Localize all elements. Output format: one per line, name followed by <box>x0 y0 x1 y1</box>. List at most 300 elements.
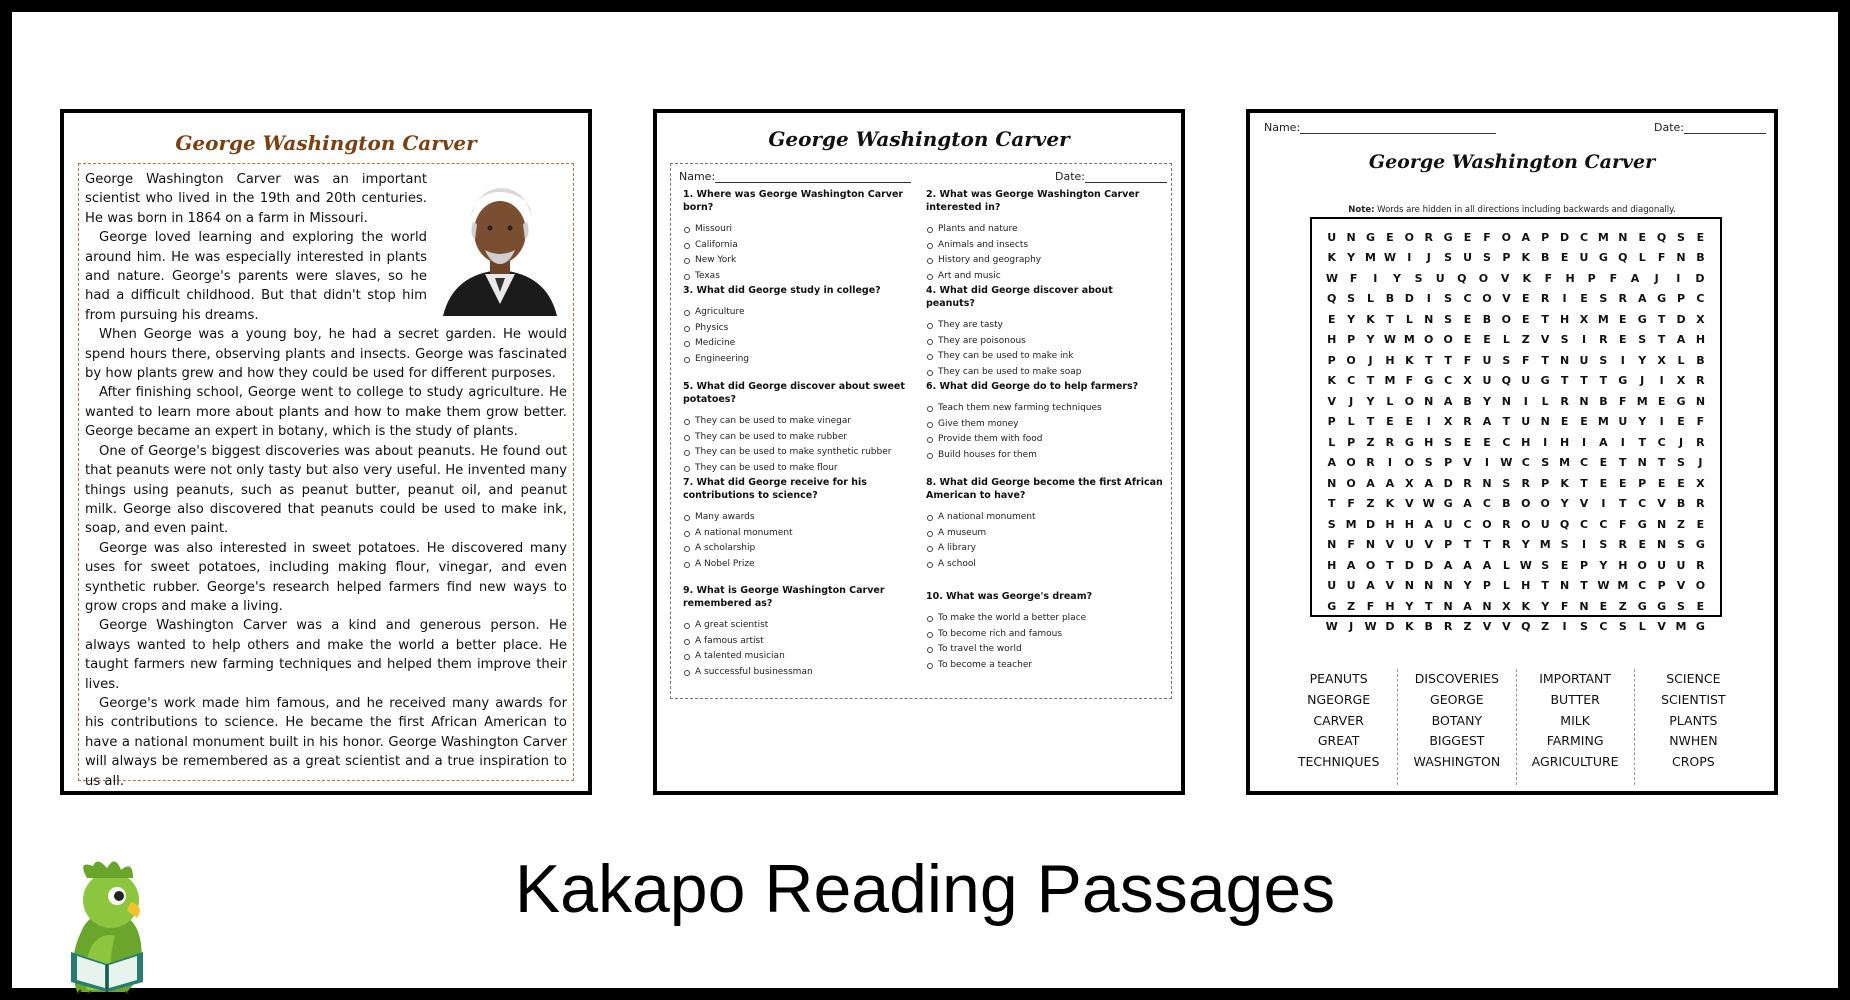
grid-letter[interactable]: N <box>1501 394 1511 408</box>
grid-letter[interactable]: T <box>1463 538 1472 552</box>
grid-letter[interactable]: P <box>1347 435 1356 449</box>
grid-letter[interactable]: A <box>1463 558 1472 572</box>
grid-letter[interactable]: K <box>1405 620 1414 634</box>
grid-letter[interactable]: G <box>1540 374 1550 388</box>
grid-letter[interactable]: U <box>1579 251 1589 265</box>
grid-letter[interactable]: C <box>1696 292 1705 306</box>
grid-letter[interactable]: P <box>1676 292 1686 306</box>
grid-letter[interactable]: O <box>1404 456 1414 470</box>
grid-letter[interactable]: U <box>1327 230 1337 244</box>
grid-letter[interactable]: U <box>1327 579 1337 593</box>
grid-letter[interactable]: R <box>1502 517 1511 531</box>
grid-letter[interactable]: A <box>1630 271 1640 285</box>
grid-letter[interactable]: V <box>1540 333 1550 347</box>
grid-letter[interactable]: J <box>1640 374 1645 388</box>
answer-option[interactable]: Build houses for them <box>926 448 1164 464</box>
grid-letter[interactable]: T <box>1580 476 1588 490</box>
grid-letter[interactable]: R <box>1463 415 1472 429</box>
grid-letter[interactable]: Z <box>1541 620 1550 634</box>
grid-letter[interactable]: H <box>1618 558 1628 572</box>
grid-letter[interactable]: N <box>1365 538 1376 552</box>
grid-letter[interactable]: N <box>1540 415 1550 429</box>
grid-letter[interactable]: M <box>1597 415 1609 429</box>
grid-letter[interactable]: T <box>1541 312 1549 326</box>
grid-letter[interactable]: T <box>1327 497 1336 511</box>
answer-option[interactable]: They can be used to make vinegar <box>683 414 921 430</box>
grid-letter[interactable]: J <box>1368 353 1373 367</box>
grid-letter[interactable]: M <box>1636 394 1648 408</box>
grid-letter[interactable]: P <box>1587 271 1596 285</box>
grid-letter[interactable]: N <box>1657 538 1667 552</box>
grid-letter[interactable]: J <box>1426 251 1431 265</box>
grid-letter[interactable]: R <box>1696 497 1705 511</box>
grid-letter[interactable]: F <box>1405 374 1414 388</box>
grid-letter[interactable]: V <box>1502 620 1511 634</box>
grid-letter[interactable]: H <box>1404 517 1414 531</box>
grid-letter[interactable]: W <box>1325 271 1339 285</box>
grid-letter[interactable]: N <box>1559 353 1570 367</box>
grid-letter[interactable]: X <box>1657 353 1666 367</box>
answer-option[interactable]: They are poisonous <box>926 334 1164 350</box>
grid-letter[interactable]: F <box>1349 271 1358 285</box>
grid-letter[interactable]: T <box>1560 374 1569 388</box>
answer-option[interactable]: A Nobel Prize <box>683 557 921 573</box>
grid-letter[interactable]: P <box>1638 476 1647 490</box>
grid-letter[interactable]: F <box>1347 497 1355 511</box>
grid-letter[interactable]: O <box>1521 497 1531 511</box>
grid-letter[interactable]: W <box>1500 456 1513 470</box>
grid-letter[interactable]: K <box>1522 271 1532 285</box>
grid-letter[interactable]: T <box>1541 353 1549 367</box>
grid-letter[interactable]: F <box>1609 271 1618 285</box>
grid-letter[interactable]: H <box>1521 579 1531 593</box>
grid-letter[interactable]: V <box>1657 497 1666 511</box>
grid-letter[interactable]: P <box>1327 415 1336 429</box>
grid-letter[interactable]: B <box>1482 312 1492 326</box>
answer-option[interactable]: Medicine <box>683 336 921 352</box>
grid-letter[interactable]: E <box>1386 230 1394 244</box>
answer-option[interactable]: A national monument <box>926 510 1164 526</box>
grid-letter[interactable]: T <box>1580 374 1588 388</box>
grid-letter[interactable]: A <box>1443 558 1453 572</box>
grid-letter[interactable]: P <box>1541 230 1550 244</box>
grid-letter[interactable]: I <box>1523 394 1528 408</box>
grid-letter[interactable]: D <box>1695 271 1705 285</box>
answer-option[interactable]: Teach them new farming techniques <box>926 401 1164 417</box>
grid-letter[interactable]: D <box>1560 230 1570 244</box>
grid-letter[interactable]: S <box>1599 292 1608 306</box>
grid-letter[interactable]: E <box>1580 292 1588 306</box>
grid-letter[interactable]: E <box>1696 517 1705 531</box>
grid-letter[interactable]: G <box>1327 599 1337 613</box>
grid-letter[interactable]: P <box>1541 476 1550 490</box>
grid-letter[interactable]: S <box>1482 251 1491 265</box>
grid-letter[interactable]: T <box>1657 456 1666 470</box>
grid-letter[interactable]: N <box>1404 579 1414 593</box>
grid-letter[interactable]: T <box>1580 579 1588 593</box>
grid-letter[interactable]: O <box>1443 333 1453 347</box>
grid-letter[interactable]: E <box>1463 312 1472 326</box>
grid-letter[interactable]: U <box>1657 558 1667 572</box>
grid-letter[interactable]: S <box>1580 620 1588 634</box>
grid-letter[interactable]: M <box>1365 251 1376 265</box>
answer-option[interactable]: To become rich and famous <box>926 627 1164 643</box>
grid-letter[interactable]: O <box>1404 230 1414 244</box>
grid-letter[interactable]: C <box>1482 497 1491 511</box>
grid-letter[interactable]: Y <box>1599 558 1608 572</box>
answer-option[interactable]: A successful businessman <box>683 665 921 681</box>
grid-letter[interactable]: Y <box>1463 579 1472 593</box>
grid-letter[interactable]: A <box>1637 292 1647 306</box>
grid-letter[interactable]: K <box>1385 497 1395 511</box>
grid-letter[interactable]: O <box>1346 353 1356 367</box>
grid-letter[interactable]: M <box>1617 579 1629 593</box>
grid-letter[interactable]: D <box>1424 558 1434 572</box>
answer-option[interactable]: Plants and nature <box>926 222 1164 238</box>
grid-letter[interactable]: V <box>1482 620 1492 634</box>
grid-letter[interactable]: Q <box>1521 620 1531 634</box>
grid-letter[interactable]: O <box>1482 517 1492 531</box>
grid-letter[interactable]: I <box>1562 620 1567 634</box>
grid-letter[interactable]: F <box>1463 353 1472 367</box>
grid-letter[interactable]: E <box>1619 476 1627 490</box>
grid-letter[interactable]: L <box>1638 620 1646 634</box>
grid-letter[interactable]: U <box>1346 579 1356 593</box>
grid-letter[interactable]: M <box>1559 456 1571 470</box>
grid-letter[interactable]: I <box>1407 251 1412 265</box>
grid-letter[interactable]: S <box>1444 435 1453 449</box>
grid-letter[interactable]: R <box>1599 333 1608 347</box>
grid-letter[interactable]: X <box>1676 374 1686 388</box>
grid-letter[interactable]: C <box>1599 517 1608 531</box>
grid-letter[interactable]: I <box>1426 292 1431 306</box>
answer-option[interactable]: New York <box>683 253 921 269</box>
grid-letter[interactable]: N <box>1579 394 1589 408</box>
grid-letter[interactable]: Y <box>1521 538 1530 552</box>
grid-letter[interactable]: N <box>1424 394 1434 408</box>
answer-option[interactable]: A school <box>926 557 1164 573</box>
grid-letter[interactable]: S <box>1599 538 1608 552</box>
grid-letter[interactable]: V <box>1385 538 1395 552</box>
grid-letter[interactable]: C <box>1502 435 1511 449</box>
answer-option[interactable]: Texas <box>683 269 921 285</box>
grid-letter[interactable]: Z <box>1463 620 1472 634</box>
grid-letter[interactable]: A <box>1424 517 1433 531</box>
grid-letter[interactable]: K <box>1521 599 1531 613</box>
grid-letter[interactable]: I <box>1659 374 1664 388</box>
grid-letter[interactable]: W <box>1422 497 1435 511</box>
grid-letter[interactable]: N <box>1327 476 1337 490</box>
grid-letter[interactable]: L <box>1502 333 1510 347</box>
answer-option[interactable]: They can be used to make flour <box>683 461 921 477</box>
grid-letter[interactable]: R <box>1696 558 1705 572</box>
grid-letter[interactable]: E <box>1657 394 1666 408</box>
grid-letter[interactable]: R <box>1463 476 1472 490</box>
grid-letter[interactable]: T <box>1424 599 1433 613</box>
grid-letter[interactable]: C <box>1521 456 1530 470</box>
grid-letter[interactable]: E <box>1560 415 1569 429</box>
grid-letter[interactable]: S <box>1327 517 1336 531</box>
grid-letter[interactable]: V <box>1327 394 1336 408</box>
grid-letter[interactable]: A <box>1463 497 1472 511</box>
grid-letter[interactable]: C <box>1444 374 1453 388</box>
grid-letter[interactable]: O <box>1521 517 1531 531</box>
grid-letter[interactable]: O <box>1482 292 1492 306</box>
grid-letter[interactable]: C <box>1579 517 1589 531</box>
grid-letter[interactable]: S <box>1599 353 1608 367</box>
grid-letter[interactable]: P <box>1444 538 1453 552</box>
grid-letter[interactable]: A <box>1327 456 1336 470</box>
grid-letter[interactable]: R <box>1366 456 1375 470</box>
grid-letter[interactable]: L <box>1502 558 1510 572</box>
grid-letter[interactable]: K <box>1560 476 1569 490</box>
grid-letter[interactable]: N <box>1676 251 1686 265</box>
answer-option[interactable]: Missouri <box>683 222 921 238</box>
grid-letter[interactable]: H <box>1385 353 1395 367</box>
grid-letter[interactable]: G <box>1657 599 1667 613</box>
grid-letter[interactable]: S <box>1424 456 1433 470</box>
grid-letter[interactable]: A <box>1599 435 1608 449</box>
grid-letter[interactable]: X <box>1463 374 1472 388</box>
grid-letter[interactable]: C <box>1599 620 1608 634</box>
answer-option[interactable]: Art and music <box>926 269 1164 285</box>
grid-letter[interactable]: N <box>1327 538 1337 552</box>
grid-letter[interactable]: L <box>1677 353 1685 367</box>
grid-letter[interactable]: C <box>1347 374 1356 388</box>
grid-letter[interactable]: Y <box>1405 599 1414 613</box>
grid-letter[interactable]: O <box>1540 497 1550 511</box>
grid-letter[interactable]: I <box>1620 435 1625 449</box>
grid-letter[interactable]: G <box>1443 497 1453 511</box>
grid-letter[interactable]: X <box>1443 415 1453 429</box>
grid-letter[interactable]: S <box>1444 251 1453 265</box>
grid-letter[interactable]: O <box>1346 476 1356 490</box>
answer-option[interactable]: A library <box>926 541 1164 557</box>
grid-letter[interactable]: F <box>1560 599 1569 613</box>
grid-letter[interactable]: N <box>1424 312 1434 326</box>
grid-letter[interactable]: G <box>1657 292 1667 306</box>
grid-letter[interactable]: L <box>1502 579 1510 593</box>
grid-letter[interactable]: I <box>1601 497 1606 511</box>
answer-option[interactable]: They can be used to make synthetic rubber <box>683 445 921 461</box>
answer-option[interactable]: Provide them with food <box>926 432 1164 448</box>
grid-letter[interactable]: Z <box>1347 599 1356 613</box>
grid-letter[interactable]: A <box>1676 333 1686 347</box>
grid-letter[interactable]: N <box>1443 599 1453 613</box>
grid-letter[interactable]: F <box>1483 230 1491 244</box>
grid-letter[interactable]: E <box>1483 435 1491 449</box>
grid-letter[interactable]: T <box>1619 456 1627 470</box>
grid-letter[interactable]: I <box>1581 333 1587 347</box>
grid-letter[interactable]: T <box>1386 558 1394 572</box>
grid-letter[interactable]: C <box>1657 435 1666 449</box>
answer-option[interactable]: To travel the world <box>926 642 1164 658</box>
grid-letter[interactable]: W <box>1597 579 1610 593</box>
grid-letter[interactable]: Q <box>1618 251 1628 265</box>
grid-letter[interactable]: T <box>1541 579 1549 593</box>
grid-letter[interactable]: B <box>1696 251 1705 265</box>
grid-letter[interactable]: I <box>1581 538 1587 552</box>
answer-option[interactable]: Engineering <box>683 352 921 368</box>
grid-letter[interactable]: Z <box>1677 517 1685 531</box>
grid-letter[interactable]: V <box>1676 579 1686 593</box>
grid-letter[interactable]: Y <box>1366 333 1375 347</box>
grid-letter[interactable]: X <box>1502 599 1511 613</box>
grid-letter[interactable]: T <box>1424 353 1433 367</box>
grid-letter[interactable]: T <box>1657 333 1666 347</box>
grid-letter[interactable]: G <box>1637 312 1647 326</box>
grid-letter[interactable]: J <box>1678 435 1684 449</box>
grid-letter[interactable]: U <box>1521 415 1531 429</box>
grid-letter[interactable]: X <box>1579 312 1589 326</box>
grid-letter[interactable]: U <box>1579 353 1589 367</box>
grid-letter[interactable]: R <box>1521 476 1530 490</box>
answer-option[interactable]: Many awards <box>683 510 921 526</box>
grid-letter[interactable]: S <box>1541 456 1550 470</box>
grid-letter[interactable]: J <box>1654 271 1659 285</box>
grid-letter[interactable]: S <box>1444 292 1453 306</box>
grid-letter[interactable]: O <box>1695 579 1706 593</box>
grid-letter[interactable]: L <box>1367 292 1375 306</box>
grid-letter[interactable]: V <box>1502 292 1511 306</box>
grid-letter[interactable]: A <box>1482 415 1492 429</box>
grid-letter[interactable]: I <box>1373 271 1378 285</box>
grid-letter[interactable]: E <box>1463 333 1472 347</box>
grid-letter[interactable]: W <box>1325 620 1338 634</box>
grid-letter[interactable]: S <box>1677 599 1685 613</box>
grid-letter[interactable]: P <box>1657 579 1666 593</box>
grid-letter[interactable]: F <box>1347 538 1355 552</box>
grid-letter[interactable]: G <box>1618 374 1628 388</box>
answer-option[interactable]: A famous artist <box>683 634 921 650</box>
grid-letter[interactable]: W <box>1364 620 1377 634</box>
grid-letter[interactable]: M <box>1675 620 1687 634</box>
grid-letter[interactable]: H <box>1327 558 1337 572</box>
grid-letter[interactable]: U <box>1676 558 1686 572</box>
grid-letter[interactable]: Y <box>1392 271 1401 285</box>
grid-letter[interactable]: I <box>1426 415 1431 429</box>
grid-letter[interactable]: D <box>1404 292 1414 306</box>
grid-letter[interactable]: Q <box>1327 292 1337 306</box>
grid-letter[interactable]: S <box>1677 456 1685 470</box>
grid-letter[interactable]: U <box>1404 538 1414 552</box>
grid-letter[interactable]: W <box>1383 251 1396 265</box>
grid-letter[interactable]: W <box>1383 333 1396 347</box>
grid-letter[interactable]: T <box>1483 538 1491 552</box>
grid-letter[interactable]: K <box>1366 312 1375 326</box>
grid-letter[interactable]: R <box>1618 538 1628 552</box>
grid-letter[interactable]: L <box>1405 312 1413 326</box>
grid-letter[interactable]: I <box>1543 435 1548 449</box>
grid-letter[interactable]: L <box>1638 251 1646 265</box>
grid-letter[interactable]: C <box>1579 230 1589 244</box>
grid-letter[interactable]: A <box>1482 558 1492 572</box>
answer-option[interactable]: A museum <box>926 526 1164 542</box>
grid-letter[interactable]: D <box>1443 476 1453 490</box>
grid-letter[interactable]: Z <box>1366 435 1375 449</box>
grid-letter[interactable]: H <box>1327 333 1337 347</box>
answer-option[interactable]: To make the world a better place <box>926 611 1164 627</box>
grid-letter[interactable]: G <box>1443 230 1453 244</box>
grid-letter[interactable]: Y <box>1482 394 1491 408</box>
grid-letter[interactable]: Y <box>1347 251 1356 265</box>
grid-letter[interactable]: V <box>1424 538 1433 552</box>
grid-letter[interactable]: Y <box>1347 312 1356 326</box>
grid-letter[interactable]: C <box>1463 517 1472 531</box>
grid-letter[interactable]: E <box>1599 599 1608 613</box>
grid-letter[interactable]: D <box>1676 312 1686 326</box>
grid-letter[interactable]: A <box>1385 476 1395 490</box>
grid-letter[interactable]: D <box>1365 517 1376 531</box>
grid-letter[interactable]: J <box>1349 394 1354 408</box>
grid-letter[interactable]: T <box>1657 312 1666 326</box>
grid-letter[interactable]: S <box>1638 333 1647 347</box>
grid-letter[interactable]: E <box>1619 333 1627 347</box>
grid-letter[interactable]: L <box>1386 394 1394 408</box>
grid-letter[interactable]: E <box>1677 476 1685 490</box>
grid-letter[interactable]: J <box>1698 456 1703 470</box>
grid-letter[interactable]: Q <box>1656 230 1667 244</box>
grid-letter[interactable]: Y <box>1560 497 1569 511</box>
grid-letter[interactable]: M <box>1597 312 1609 326</box>
grid-letter[interactable]: Q <box>1457 271 1467 285</box>
grid-letter[interactable]: B <box>1676 497 1686 511</box>
grid-letter[interactable]: G <box>1424 374 1434 388</box>
grid-letter[interactable]: L <box>1347 415 1355 429</box>
grid-letter[interactable]: T <box>1366 415 1375 429</box>
grid-letter[interactable]: Y <box>1638 353 1647 367</box>
grid-letter[interactable]: N <box>1657 517 1667 531</box>
grid-letter[interactable]: E <box>1405 415 1414 429</box>
grid-letter[interactable]: M <box>1597 230 1609 244</box>
grid-letter[interactable]: N <box>1618 230 1628 244</box>
grid-letter[interactable]: Y <box>1366 394 1375 408</box>
grid-letter[interactable]: S <box>1618 620 1627 634</box>
grid-letter[interactable]: R <box>1502 538 1511 552</box>
grid-letter[interactable]: W <box>1519 558 1532 572</box>
grid-letter[interactable]: I <box>1676 271 1681 285</box>
grid-letter[interactable]: M <box>1539 538 1551 552</box>
grid-letter[interactable]: E <box>1599 456 1608 470</box>
grid-letter[interactable]: O <box>1404 394 1414 408</box>
grid-letter[interactable]: T <box>1444 353 1452 367</box>
grid-letter[interactable]: R <box>1424 230 1433 244</box>
grid-letter[interactable]: N <box>1482 476 1492 490</box>
grid-letter[interactable]: V <box>1385 579 1395 593</box>
grid-letter[interactable]: U <box>1463 251 1473 265</box>
grid-letter[interactable]: B <box>1502 497 1511 511</box>
grid-letter[interactable]: K <box>1327 374 1336 388</box>
grid-letter[interactable]: X <box>1405 476 1414 490</box>
grid-letter[interactable]: E <box>1580 415 1588 429</box>
grid-letter[interactable]: E <box>1522 312 1530 326</box>
grid-letter[interactable]: F <box>1522 353 1530 367</box>
answer-option[interactable]: A scholarship <box>683 541 921 557</box>
grid-letter[interactable]: A <box>1346 558 1356 572</box>
grid-letter[interactable]: G <box>1676 394 1686 408</box>
answer-option[interactable]: To become a teacher <box>926 658 1164 674</box>
grid-letter[interactable]: M <box>1345 517 1357 531</box>
answer-option[interactable]: They can be used to make soap <box>926 365 1164 381</box>
grid-letter[interactable]: T <box>1386 312 1394 326</box>
grid-letter[interactable]: M <box>1384 374 1396 388</box>
grid-letter[interactable]: B <box>1599 394 1608 408</box>
answer-option[interactable]: A national monument <box>683 526 921 542</box>
grid-letter[interactable]: C <box>1463 292 1472 306</box>
grid-letter[interactable]: C <box>1638 579 1647 593</box>
grid-letter[interactable]: E <box>1463 230 1472 244</box>
grid-letter[interactable]: H <box>1385 599 1395 613</box>
